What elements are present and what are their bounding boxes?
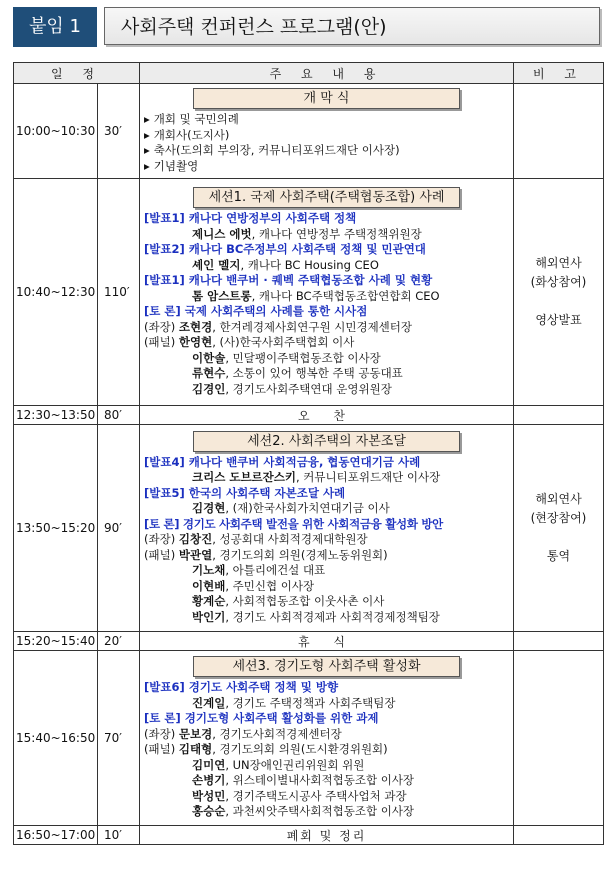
duration-cell: 30′	[98, 84, 140, 179]
speaker: 크리스 도브르잔스키, 커뮤니티포위드재단 이사장	[192, 470, 441, 485]
lunch-label: 오 찬	[140, 406, 514, 425]
row-break	[14, 632, 604, 651]
row-lunch	[14, 406, 604, 425]
list-item: ▸ 기념촬영	[144, 158, 199, 173]
speaker: 제니스 에벗, 캐나다 연방정부 주택정책위원장	[192, 226, 422, 241]
panelist: 박성민, 경기주택도시공사 주택사업처 과장	[192, 788, 407, 803]
closing-label: 폐회 및 정리	[140, 826, 514, 845]
time-cell: 10:40~12:30	[14, 179, 98, 406]
content-cell	[140, 425, 514, 632]
presentation-title: [발표4] 캐나다 밴쿠버 사회적금융, 협동연대기금 사례	[144, 454, 421, 469]
note-cell	[514, 84, 604, 179]
duration-cell: 90′	[98, 425, 140, 632]
note-cell	[514, 826, 604, 845]
discussion-title: [토 론] 국제 사회주택의 사례를 통한 시사점	[144, 304, 368, 318]
duration-cell: 20′	[98, 632, 140, 651]
note-cell: 해외연사 (현장참여) 통역	[514, 425, 604, 632]
bullet-icon: ▸	[144, 143, 150, 157]
presentation-title: [발표1] 캐나다 밴쿠버 · 퀘벡 주택협동조합 사례 및 현황	[144, 273, 433, 287]
list-item: ▸ 개회사(도지사)	[144, 127, 230, 142]
content-cell	[140, 651, 514, 826]
panelist: 김미연, UN장애인권리위원회 위원	[192, 757, 365, 772]
duration-cell: 70′	[98, 651, 140, 826]
time-cell: 16:50~17:00	[14, 826, 98, 845]
note-cell	[514, 406, 604, 425]
panelist: (패널) 한영현, (사)한국사회주택협회 이사	[144, 335, 355, 349]
panelist: (패널) 박관열, 경기도의회 의원(경제노동위원회)	[144, 547, 388, 562]
speaker: 셰인 멜지, 캐나다 BC Housing CEO	[192, 257, 379, 272]
presentation-title: [발표1] 캐나다 연방정부의 사회주택 정책	[144, 211, 357, 225]
panelist: 이한솔, 민달팽이주택협동조합 이사장	[192, 350, 381, 365]
panelist: 박인기, 경기도 사회적경제과 사회적경제정책팀장	[192, 609, 440, 624]
row-session2	[14, 425, 604, 632]
speaker: 김경현, (재)한국사회가치연대기금 이사	[192, 501, 390, 516]
col-content: 주 요 내 용	[140, 63, 514, 84]
session-title-box: 세션2. 사회주택의 자본조달	[193, 431, 460, 452]
list-item: ▸ 축사(도의회 부의장, 커뮤니티포위드재단 이사장)	[144, 143, 400, 157]
panelist: 손병기, 위스테이별내사회적협동조합 이사장	[192, 773, 415, 788]
panelist: 기노채, 아틀리에건설 대표	[192, 563, 326, 578]
time-cell: 13:50~15:20	[14, 425, 98, 632]
time-cell: 15:20~15:40	[14, 632, 98, 651]
document-header	[13, 7, 603, 49]
content-cell	[140, 84, 514, 179]
panelist: 황계순, 사회적협동조합 이웃사촌 이사	[192, 594, 385, 609]
bullet-icon: ▸	[144, 158, 150, 173]
session-title-box: 세션1. 국제 사회주택(주택협동조합) 사례	[193, 187, 460, 208]
content-cell	[140, 179, 514, 406]
presentation-title: [발표2] 캐나다 BC주정부의 사회주택 정책 및 민관연대	[144, 242, 426, 256]
col-schedule: 일 정	[14, 63, 140, 84]
bullet-icon: ▸	[144, 112, 150, 126]
panelist: (좌장) 조현경, 한겨레경제사회연구원 시민경제센터장	[144, 319, 413, 334]
speaker: 진계일, 경기도 주택정책과 사회주택팀장	[192, 695, 396, 710]
panelist: (좌장) 김창진, 성공회대 사회적경제대학원장	[144, 532, 368, 547]
note-cell	[514, 651, 604, 826]
panelist: (패널) 김태형, 경기도의회 의원(도시환경위원회)	[144, 742, 388, 757]
duration-cell: 10′	[98, 826, 140, 845]
program-table	[13, 62, 604, 845]
panelist: 김경인, 경기도사회주택연대 운영위원장	[192, 381, 392, 396]
row-closing	[14, 826, 604, 845]
row-session1	[14, 179, 604, 406]
session-title-box: 세션3. 경기도형 사회주택 활성화	[193, 656, 460, 677]
discussion-title: [토 론] 경기도형 사회주택 활성화를 위한 과제	[144, 711, 379, 726]
time-cell: 10:00~10:30	[14, 84, 98, 179]
discussion-title: [토 론] 경기도 사회주택 발전을 위한 사회적금융 활성화 방안	[144, 516, 443, 531]
col-note: 비 고	[514, 63, 604, 84]
panelist: (좌장) 문보경, 경기도사회적경제센터장	[144, 726, 342, 741]
note-cell: 해외연사 (화상참여) 영상발표	[514, 179, 604, 406]
row-session3	[14, 651, 604, 826]
panelist: 홍승순, 과천씨앗주택사회적협동조합 이사장	[192, 804, 415, 819]
presentation-title: [발표6] 경기도 사회주택 정책 및 방향	[144, 680, 339, 695]
duration-cell: 110′	[98, 179, 140, 406]
table-header-row	[14, 63, 604, 84]
list-item: ▸ 개회 및 국민의례	[144, 112, 239, 126]
time-cell: 12:30~13:50	[14, 406, 98, 425]
attachment-badge: 붙임 1	[13, 7, 97, 47]
presentation-title: [발표5] 한국의 사회주택 자본조달 사례	[144, 485, 346, 500]
note-cell	[514, 632, 604, 651]
panelist: 류현수, 소통이 있어 행복한 주택 공동대표	[192, 366, 403, 380]
bullet-icon: ▸	[144, 127, 150, 142]
break-label: 휴 식	[140, 632, 514, 651]
duration-cell: 80′	[98, 406, 140, 425]
session-title-box: 개 막 식	[193, 88, 460, 109]
document-title: 사회주택 컨퍼런스 프로그램(안)	[104, 7, 600, 45]
row-opening	[14, 84, 604, 179]
speaker: 톰 암스트롱, 캐나다 BC주택협동조합연합회 CEO	[192, 288, 440, 303]
time-cell: 15:40~16:50	[14, 651, 98, 826]
panelist: 이현배, 주민신협 이사장	[192, 578, 315, 593]
